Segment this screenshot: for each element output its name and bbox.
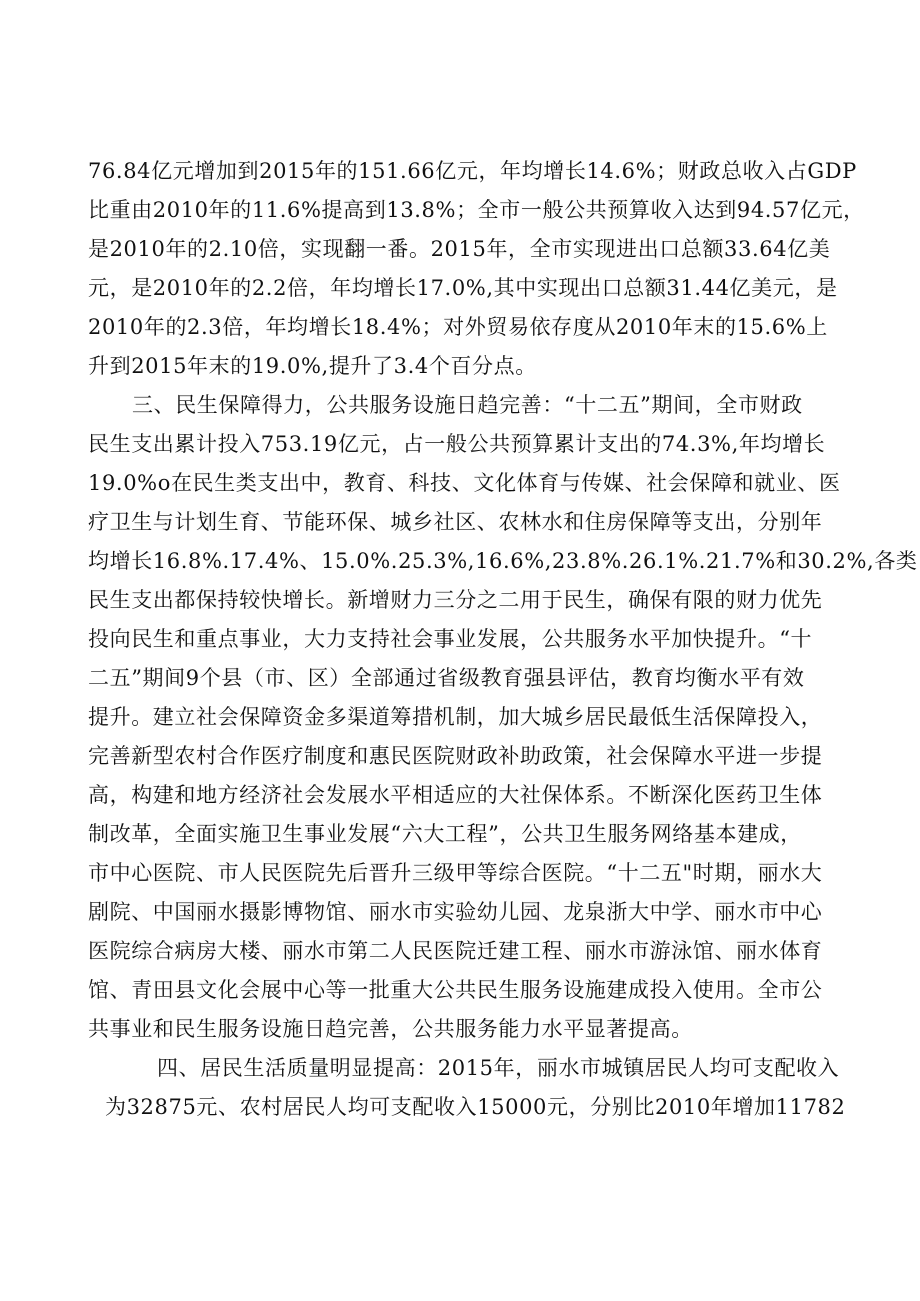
text-line: 共事业和民生服务设施日趋完善，公共服务能力水平显著提高。 (88, 1017, 693, 1041)
text-line: 比重由2010年的11.6%提高到13.8%；全市一般公共预算收入达到94.57亿元， (88, 198, 865, 222)
text-line: 制改革，全面实施卫生事业发展“六大工程”，公共卫生服务网络基本建成， (88, 822, 802, 846)
text-line: 疗卫生与计划生育、节能环保、城乡社区、农林水和住房保障等支出，分别年 (88, 510, 823, 534)
text-line: 2010年的2.3倍，年均增长18.4%；对外贸易依存度从2010年末的15.6%上 (88, 315, 828, 339)
text-line: 二五”期间9个县（市、区）全部通过省级教育强县评估，教育均衡水平有效 (88, 666, 805, 690)
text-line: 元，是2010年的2.2倍，年均增长17.0%,其中实现出口总额31.44亿美元，是 (88, 276, 838, 300)
text-line: 市中心医院、市人民医院先后晋升三级甲等综合医院。“十二五"时期，丽水大 (88, 861, 823, 885)
text-line: 为32875元、农村居民人均可支配收入15000元，分别比2010年增加11782 (105, 1095, 846, 1119)
text-line: 是2010年的2.10倍，实现翻一番。2015年，全市实现进出口总额33.64亿美 (88, 237, 831, 261)
text-line: 76.84亿元增加到2015年的151.66亿元，年均增长14.6%；财政总收入占GDP (88, 159, 857, 183)
text-line: 三、民生保障得力，公共服务设施日趋完善：“十二五”期间，全市财政 (132, 393, 803, 417)
text-line: 馆、青田县文化会展中心等一批重大公共民生服务设施建成投入使用。全市公 (88, 978, 823, 1002)
text-line: 完善新型农村合作医疗制度和惠民医院财政补助政策，社会保障水平进一步提 (88, 744, 823, 768)
text-line: 四、居民生活质量明显提高：2015年，丽水市城镇居民人均可支配收入 (157, 1056, 840, 1080)
text-line: 均增长16.8%.17.4%、15.0%.25.3%,16.6%,23.8%.26.1%.21.7%和30.2%,各类 (88, 549, 918, 573)
text-line: 民生支出都保持较快增长。新增财力三分之二用于民生，确保有限的财力优先 (88, 588, 823, 612)
text-line: 升到2015年末的19.0%,提升了3.4个百分点。 (88, 354, 537, 378)
text-line: 民生支出累计投入753.19亿元，占一般公共预算累计支出的74.3%,年均增长 (88, 432, 826, 456)
text-line: 提升。建立社会保障资金多渠道筹措机制，加大城乡居民最低生活保障投入， (88, 705, 823, 729)
text-line: 剧院、中国丽水摄影博物馆、丽水市实验幼儿园、龙泉浙大中学、丽水市中心 (88, 900, 823, 924)
text-line: 高，构建和地方经济社会发展水平相适应的大社保体系。不断深化医药卫生体 (88, 783, 823, 807)
text-line: 19.0%o在民生类支出中，教育、科技、文化体育与传媒、社会保障和就业、医 (88, 471, 841, 495)
text-line: 投向民生和重点事业，大力支持社会事业发展，公共服务水平加快提升。“十 (88, 627, 813, 651)
text-line: 医院综合病房大楼、丽水市第二人民医院迁建工程、丽水市游泳馆、丽水体育 (88, 939, 823, 963)
